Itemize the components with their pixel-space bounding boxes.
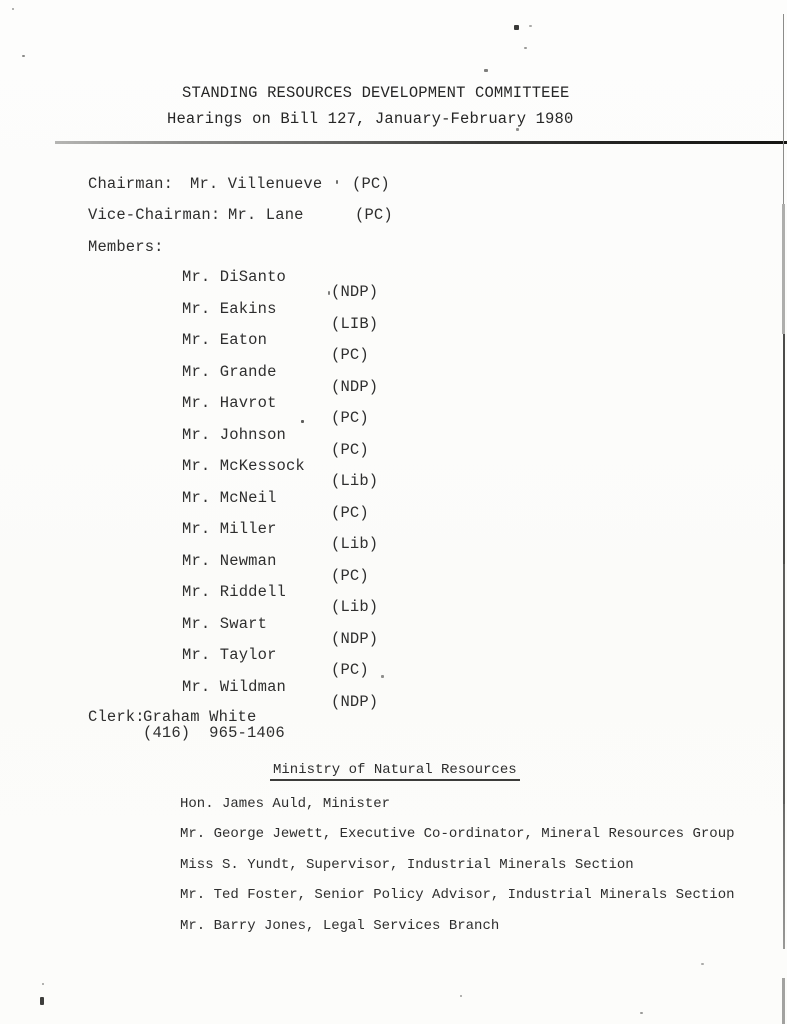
vice-chairman-name: Mr. Lane (228, 206, 304, 224)
member-name: Mr. Wildman (182, 678, 286, 696)
member-party: (PC) (331, 567, 369, 585)
member-party: (PC) (331, 661, 369, 679)
member-party: (NDP) (331, 283, 379, 301)
scan-speck (516, 128, 519, 131)
clerk-phone: (416) 965-1406 (143, 724, 285, 742)
scan-edge-line (783, 14, 784, 204)
member-party: (NDP) (331, 378, 379, 396)
scan-edge-line (783, 564, 785, 804)
scan-speck (381, 675, 384, 678)
member-name: Mr. Taylor (182, 646, 277, 664)
clerk-label: Clerk: (88, 708, 145, 726)
scan-speck (12, 8, 14, 10)
scan-speck (701, 963, 704, 965)
member-party: (Lib) (331, 598, 379, 616)
member-party: (PC) (331, 441, 369, 459)
scan-speck (42, 983, 44, 985)
scan-speck (640, 1012, 643, 1014)
ministry-person: Mr. Ted Foster, Senior Policy Advisor, Industrial Minerals Section (180, 887, 735, 903)
member-name: Mr. Newman (182, 552, 277, 570)
member-name: Mr. Johnson (182, 426, 286, 444)
member-party: (NDP) (331, 630, 379, 648)
chairman-party: (PC) (352, 175, 390, 193)
member-party: (PC) (331, 504, 369, 522)
member-name: Mr. Eaton (182, 331, 268, 349)
document-title-line1: STANDING RESOURCES DEVELOPMENT COMMITTEEE (182, 84, 570, 102)
member-name: Mr. Miller (182, 520, 277, 538)
chairman-name: Mr. Villenueve (190, 175, 323, 193)
scan-speck (529, 25, 532, 27)
member-name: Mr. McKessock (182, 457, 305, 475)
member-party: (PC) (331, 409, 369, 427)
member-name: Mr. Grande (182, 363, 277, 381)
vice-chairman-label: Vice-Chairman: (88, 206, 221, 224)
member-name: Mr. DiSanto (182, 268, 286, 286)
horizontal-rule (55, 141, 787, 144)
scan-speck (336, 180, 338, 184)
ministry-person: Miss S. Yundt, Supervisor, Industrial Minerals Section (180, 857, 634, 873)
vice-chairman-party: (PC) (355, 206, 393, 224)
member-party: (Lib) (331, 472, 379, 490)
member-name: Mr. Eakins (182, 300, 277, 318)
chairman-label: Chairman: (88, 175, 174, 193)
scan-speck (328, 291, 330, 295)
scan-speck (301, 420, 304, 423)
member-party: (NDP) (331, 693, 379, 711)
members-label: Members: (88, 238, 164, 256)
ministry-person: Hon. James Auld, Minister (180, 796, 391, 812)
scan-edge-line (782, 204, 785, 334)
member-name: Mr. McNeil (182, 489, 277, 507)
scan-speck (484, 69, 488, 72)
scan-speck (514, 25, 519, 30)
scan-speck (40, 997, 44, 1005)
member-name: Mr. Swart (182, 615, 268, 633)
member-name: Mr. Havrot (182, 394, 277, 412)
ministry-person: Mr. George Jewett, Executive Co-ordinator, Mineral Resources Group (180, 826, 735, 842)
scan-speck (22, 55, 25, 57)
scan-edge-line (783, 804, 785, 949)
scan-edge-line (782, 978, 785, 1024)
scan-speck (524, 47, 527, 49)
clerk-name: Graham White (143, 708, 257, 726)
scan-speck (460, 995, 462, 997)
ministry-person: Mr. Barry Jones, Legal Services Branch (180, 918, 500, 934)
member-party: (Lib) (331, 535, 379, 553)
member-name: Mr. Riddell (182, 583, 286, 601)
scan-edge-line (783, 334, 785, 564)
document-title-line2: Hearings on Bill 127, January-February 1980 (167, 110, 574, 128)
ministry-heading: Ministry of Natural Resources (270, 763, 520, 781)
member-party: (LIB) (331, 315, 379, 333)
member-party: (PC) (331, 346, 369, 364)
